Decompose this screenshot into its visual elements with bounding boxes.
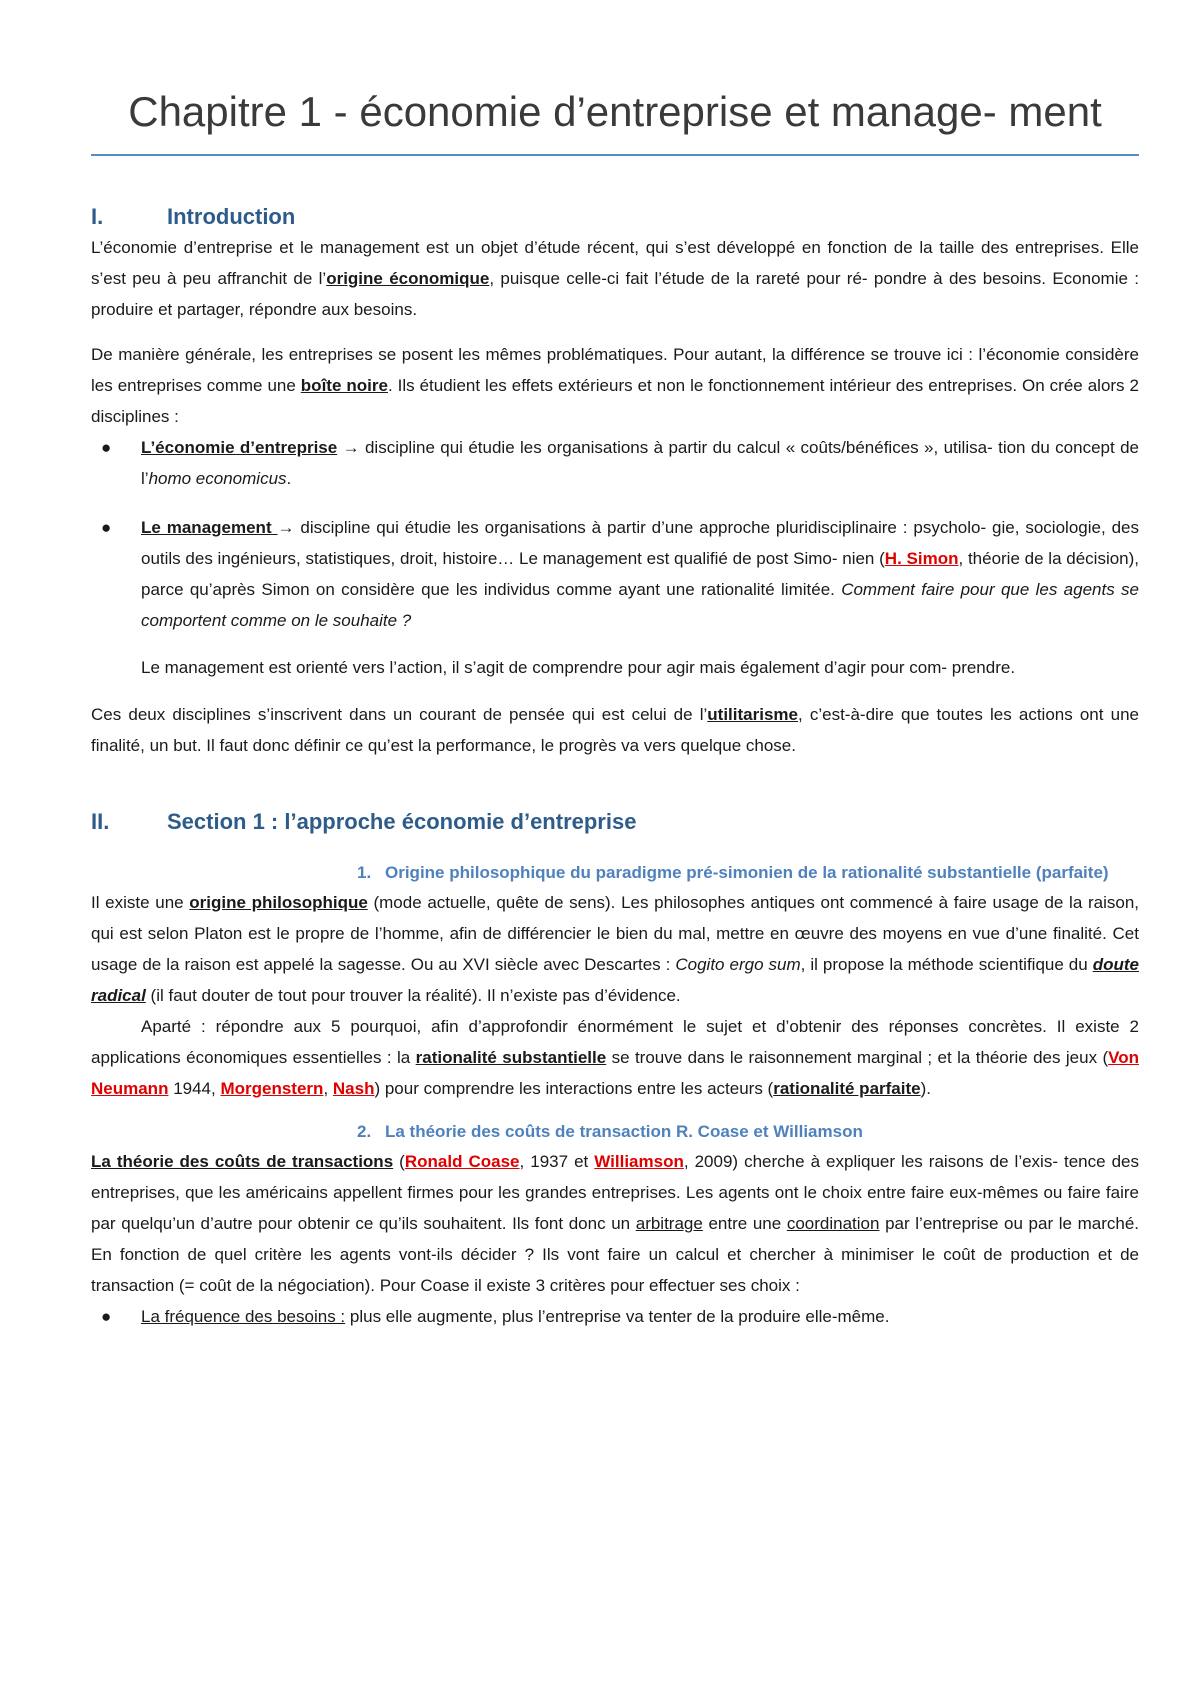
section-number: II. bbox=[91, 809, 110, 834]
text: Aparté : répondre aux 5 pourquoi, afin d’approfondir énormément le sujet et d’obtenir des réponses concrètes. Il existe 2 applications économiques essentielles : la bbox=[91, 1017, 1139, 1067]
text: homo economicus bbox=[148, 469, 287, 488]
text: , 2009) cherche à expliquer les raisons de l’exis- tence des entreprises, que les américains appellent firmes pour les grandes entreprises. Les agents ont le choix entre faire eux-mêmes ou faire faire par quelqu’un d’autre pour obtenir ce qu’ils souhaitent. Ils font donc un bbox=[91, 1152, 1140, 1233]
paragraph-management-follow: Le management est orienté vers l’action, il s’agit de comprendre pour agir mais également d’agir pour com- prendre. bbox=[141, 658, 1016, 677]
section-heading-section-1 bbox=[91, 807, 1139, 837]
paragraph-couts-transaction bbox=[91, 1146, 1139, 1301]
subsection-heading-2 bbox=[91, 1118, 1139, 1146]
bullet-icon: ● bbox=[101, 518, 112, 537]
text: → discipline qui étudie les organisations à partir du calcul « coûts/bénéfices », utilisa- tion du concept de l’ bbox=[141, 438, 1139, 488]
criteria-list bbox=[91, 1301, 1139, 1332]
text: , théorie de la décision), parce qu’après Simon on considère que les individus comme ayant une rationalité limitée. bbox=[141, 549, 1140, 599]
section-title: Introduction bbox=[167, 204, 296, 229]
author-von-neumann: Von Neumann bbox=[91, 1048, 1139, 1098]
keyword-economie-entreprise: L’économie d’entreprise bbox=[141, 438, 338, 457]
subsection-number: 2. bbox=[357, 1122, 372, 1141]
author-williamson: Williamson bbox=[594, 1152, 684, 1171]
text: (mode actuelle, quête de sens). Les philosophes antiques ont commencé à faire usage de la raison, qui est selon Platon est le propre de l’homme, afin de différencier le bien du mal, mettre en œuvre des moyens en vue d’une finalité. Cet usage de la raison est appelé la sagesse. Ou au XVI siècle avec Descartes : bbox=[91, 893, 1139, 974]
text: L’économie d’entreprise et le management est un objet d’étude récent, qui s’est développé en fonction de la taille des entreprises. Elle s’est peu à peu affranchit de l’ bbox=[91, 238, 1139, 288]
text: Cogito ergo sum bbox=[675, 955, 801, 974]
list-item bbox=[91, 1301, 1139, 1332]
keyword-rationalite-parfaite: rationalité parfaite bbox=[773, 1079, 921, 1098]
text: , 1937 et bbox=[519, 1152, 595, 1171]
keyword-doute-radical: doute radical bbox=[91, 955, 1139, 1005]
keyword-rationalite-substantielle: rationalité substantielle bbox=[415, 1048, 607, 1067]
text: → discipline qui étudie les organisations à partir d’une approche pluridisciplinaire : psycholo- gie, sociologie, des outils des ingénieurs, statistiques, droit, histoire… Le management est qualifié de post Simo- nien ( bbox=[141, 518, 1139, 568]
author-ronald-coase: Ronald Coase bbox=[404, 1152, 520, 1171]
author-morgenstern: Morgenstern bbox=[220, 1079, 324, 1098]
term-frequence-besoins: La fréquence des besoins : bbox=[141, 1307, 346, 1326]
paragraph-intro-3 bbox=[91, 699, 1139, 761]
text: plus elle augmente, plus l’entreprise va tenter de la produire elle-même. bbox=[345, 1307, 890, 1326]
text: ( bbox=[393, 1152, 405, 1171]
text: (il faut douter de tout pour trouver la réalité). Il n’existe pas d’évidence. bbox=[145, 986, 681, 1005]
text: , puisque celle-ci fait l’étude de la rareté pour ré- pondre à des besoins. Economie : produire et partager, répondre aux besoins. bbox=[91, 269, 1139, 319]
document-title: Chapitre 1 - économie d’entreprise et manage- ment bbox=[128, 88, 1102, 135]
term-arbitrage: arbitrage bbox=[635, 1214, 703, 1233]
text: par l’entreprise ou par le marché. En fonction de quel critère les agents vont-ils décider ? Ils vont faire un calcul et chercher à minimiser le coût de production et de transaction (= coût de la négociation). Pour Coase il existe 3 critères pour effectuer ses choix : bbox=[91, 1214, 1140, 1295]
paragraph-origine-philosophique bbox=[91, 887, 1139, 1011]
text: . Ils étudient les effets extérieurs et non le fonctionnement intérieur des entreprises. On crée alors 2 disciplines : bbox=[91, 376, 1139, 426]
keyword-origine-philosophique: origine philosophique bbox=[189, 893, 368, 912]
text: , il propose la méthode scientifique du bbox=[800, 955, 1093, 974]
subsection-title: Origine philosophique du paradigme pré-simonien de la rationalité substantielle (parfaite) bbox=[385, 863, 1109, 882]
text: ). bbox=[920, 1079, 931, 1098]
section-number: I. bbox=[91, 204, 104, 229]
text: . bbox=[286, 469, 292, 488]
text: Comment faire pour que les agents se comportent comme on le souhaite ? bbox=[141, 580, 1139, 630]
subsection-title: La théorie des coûts de transaction R. Coase et Williamson bbox=[385, 1122, 863, 1141]
document-page bbox=[91, 70, 1139, 1332]
keyword-origine-economique: origine économique bbox=[326, 269, 490, 288]
list-item bbox=[91, 432, 1139, 494]
text: se trouve dans le raisonnement marginal ; et la théorie des jeux ( bbox=[606, 1048, 1109, 1067]
section-title: Section 1 : l’approche économie d’entreprise bbox=[167, 809, 637, 834]
text: , bbox=[323, 1079, 333, 1098]
list-item bbox=[91, 512, 1139, 636]
subsection-number: 1. bbox=[357, 863, 372, 882]
disciplines-list bbox=[91, 432, 1139, 636]
text: , c’est-à-dire que toutes les actions ont une finalité, un but. Il faut donc définir ce qu’est la performance, le progrès va vers quelque chose. bbox=[91, 705, 1139, 755]
paragraph-aparte bbox=[91, 1011, 1139, 1104]
keyword-boite-noire: boîte noire bbox=[300, 376, 388, 395]
paragraph-intro-2 bbox=[91, 339, 1139, 432]
text: De manière générale, les entreprises se posent les mêmes problématiques. Pour autant, la différence se trouve ici : l’économie considère les entreprises comme une bbox=[91, 345, 1139, 395]
text: Ces deux disciplines s’inscrivent dans un courant de pensée qui est celui de l’ bbox=[91, 705, 708, 724]
author-h-simon: H. Simon bbox=[884, 549, 959, 568]
term-coordination: coordination bbox=[786, 1214, 880, 1233]
paragraph-intro-1 bbox=[91, 232, 1139, 325]
section-heading-introduction bbox=[91, 202, 1139, 232]
text: ) pour comprendre les interactions entre les acteurs ( bbox=[374, 1079, 774, 1098]
keyword-management: Le management bbox=[141, 518, 278, 537]
text: entre une bbox=[702, 1214, 787, 1233]
bullet-icon: ● bbox=[101, 438, 112, 457]
bullet-icon: ● bbox=[101, 1307, 112, 1326]
author-nash: Nash bbox=[332, 1079, 375, 1098]
subsection-heading-1 bbox=[91, 859, 1139, 887]
text: Il existe une bbox=[91, 893, 190, 912]
keyword-utilitarisme: utilitarisme bbox=[707, 705, 798, 724]
keyword-theorie-couts-transactions: La théorie des coûts de transactions bbox=[91, 1152, 394, 1171]
text: 1944, bbox=[168, 1079, 221, 1098]
